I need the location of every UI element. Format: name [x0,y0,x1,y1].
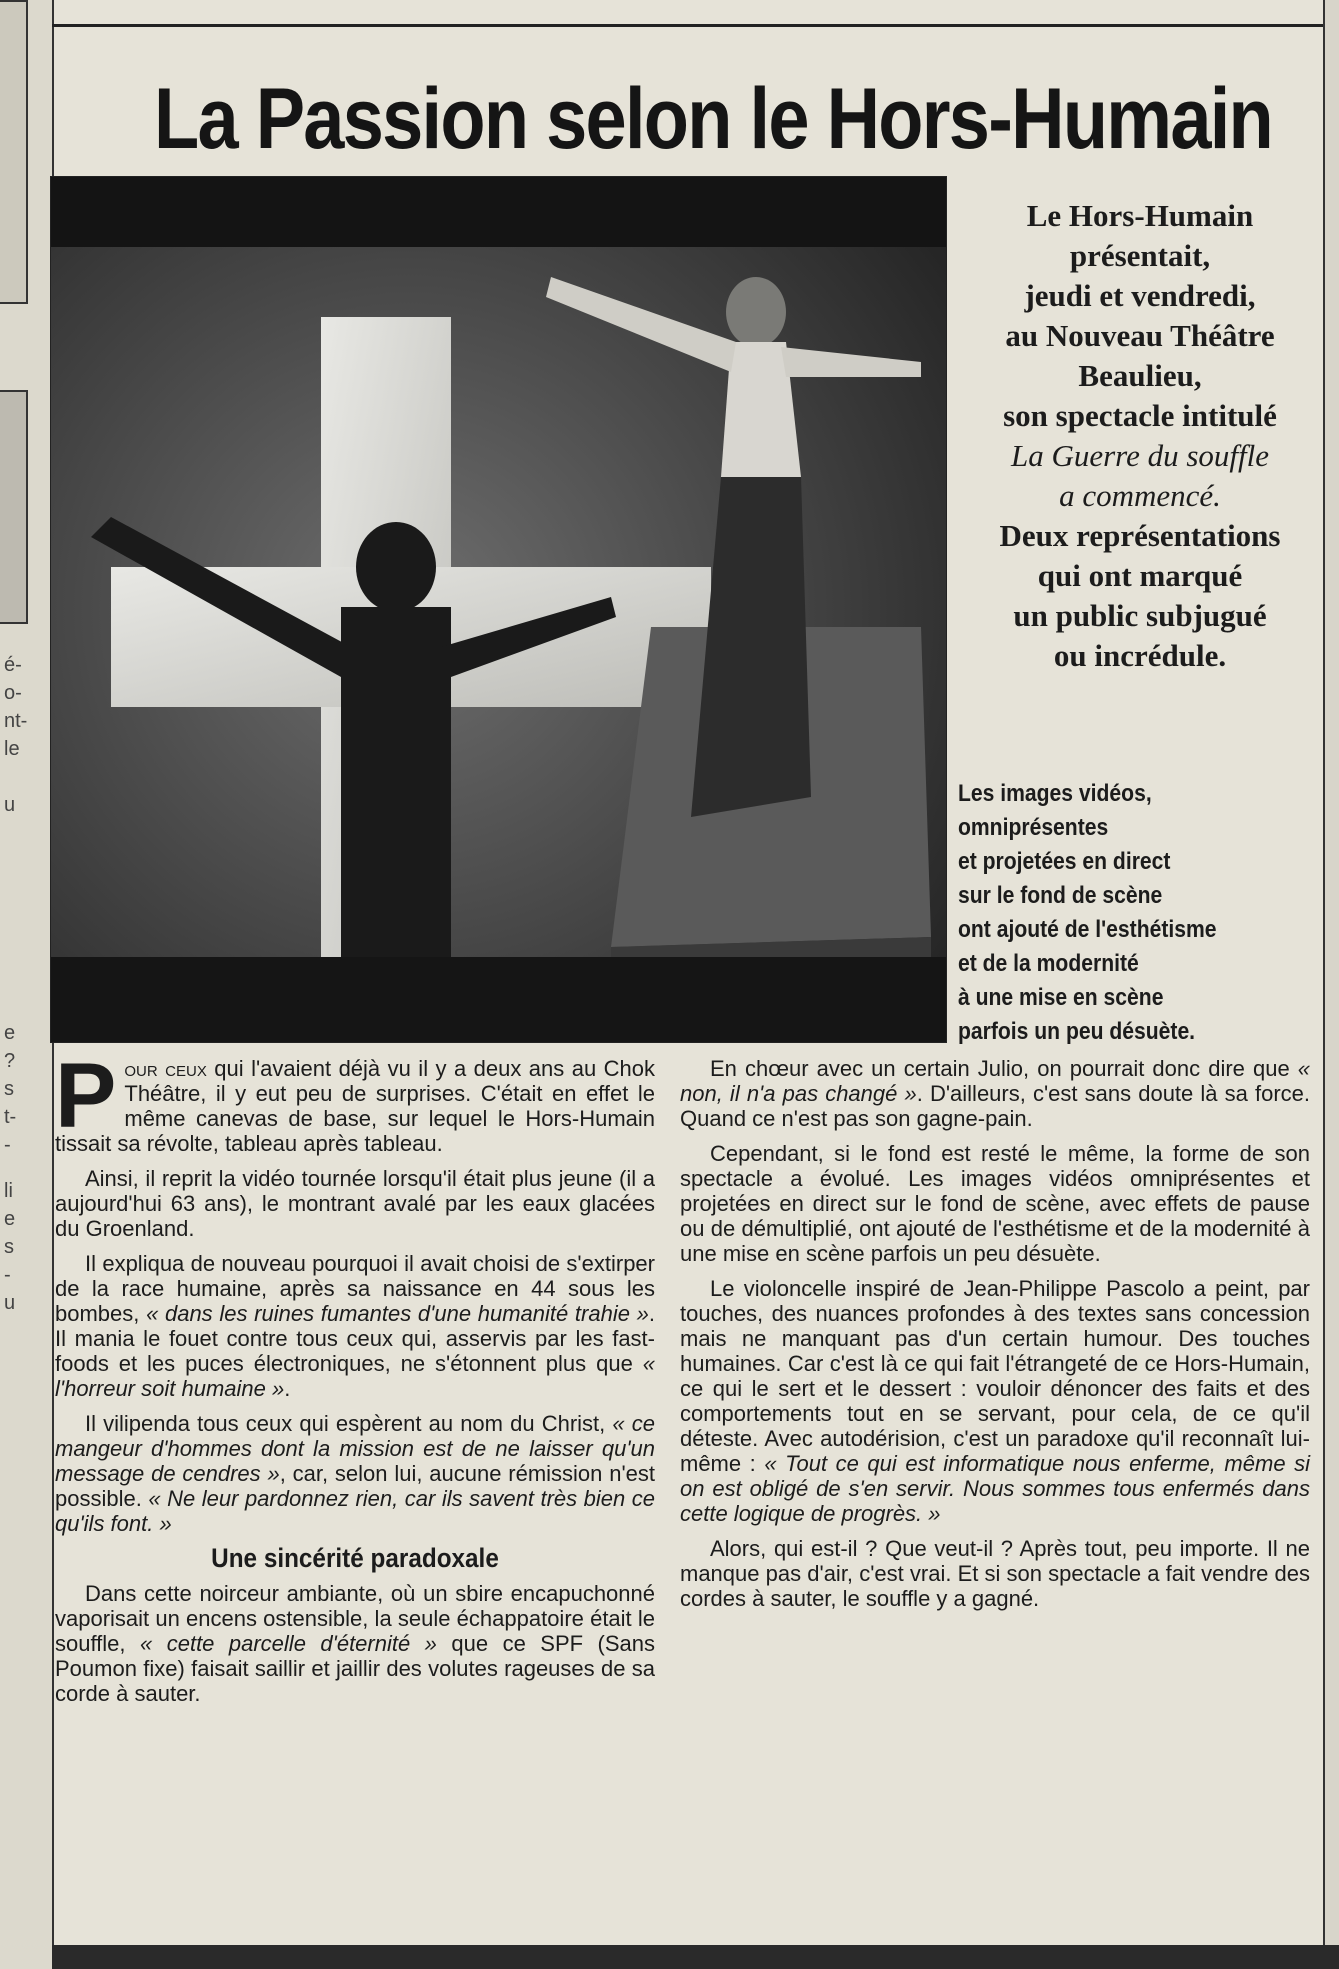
paragraph: Ainsi, il reprit la vidéo tournée lorsqu'il était plus jeune (il a aujourd'hui 63 ans), le montrant avalé par les eaux glacées du Groenland. [55,1166,655,1241]
adjacent-text-fragment: u [4,1292,16,1314]
lead-line: Le Hors-Humain [1026,198,1254,233]
lead-show-title: a commencé. [1059,478,1221,513]
quote: « cette parcelle d'éternité » [140,1631,437,1656]
adjacent-text-fragment: le [4,738,20,760]
paragraph [55,1581,655,1706]
quote: « dans les ruines fumantes d'une humanité trahie » [146,1301,649,1326]
lead-intro [955,196,1325,676]
lead-line: son spectacle intitulé [1003,398,1277,433]
headline: La Passion selon le Hors-Humain [154,71,1273,167]
lead-line: au Nouveau Théâtre [1005,318,1275,353]
paragraph-text: . Il mania le fouet contre tous ceux qui, asservis par les fast-foods et les puces électroniques, ne s'étonnent plus que [55,1301,655,1376]
lead-line: Beaulieu, [1078,358,1202,393]
paragraph-text: Dans cette noirceur ambiante, où un sbire encapuchonné vaporisait un encens ostensible, la seule échappatoire était le souffle, [55,1581,655,1656]
adjacent-text-fragment: li [4,1180,13,1202]
paragraph-text: que ce SPF (Sans Poumon fixe) faisait saillir et jaillir des volutes rageuses de sa corde à sauter. [55,1631,655,1706]
adjacent-page-edge-right [1323,0,1339,1969]
adjacent-page-edge [0,0,54,1969]
adjacent-text-fragment: s [4,1078,14,1100]
paragraph [55,1251,655,1401]
paragraph-text: Il vilipenda tous ceux qui espèrent au nom du Christ, [85,1411,613,1436]
paragraph-text: qui l'avaient déjà vu il y a deux ans au Chok Théâtre, il y eut peu de surprises. C'était en effet le même canevas de base, sur lequel le Hors-Humain tissait sa révolte, tableau après tableau. [55,1056,656,1156]
lead-line: Deux représentations [999,518,1281,553]
adjacent-text-fragment: - [4,1134,11,1156]
lead-line: qui ont marqué [1037,558,1243,593]
adjacent-ad-box [0,0,28,304]
bottom-edge-band [52,1945,1339,1969]
adjacent-ad-box [0,390,28,624]
paragraph: Alors, qui est-il ? Que veut-il ? Après tout, peu importe. Il ne manque pas d'air, c'est vrai. Et si son spectacle a fait vendre des cordes à sauter, le souffle y a gagné. [680,1536,1310,1611]
subheading: Une sincérité paradoxale [211,1543,499,1573]
top-rule [52,24,1339,27]
lead-line: ou incrédule. [1053,638,1227,673]
adjacent-text-fragment: é- [4,654,22,676]
quote: « non, il n'a pas changé » [680,1056,1310,1106]
adjacent-text-fragment: - [4,1264,11,1286]
paragraph-text: En chœur avec un certain Julio, on pourrait donc dire que [710,1056,1298,1081]
paragraph [680,1056,1310,1131]
drop-cap: P [55,1045,117,1147]
quote: « l'horreur soit humaine » [55,1351,655,1401]
adjacent-text-fragment: u [4,794,16,816]
paragraph [680,1276,1310,1526]
lead-show-title: La Guerre du souffle [1010,438,1270,473]
adjacent-text-fragment: t- [4,1106,17,1128]
adjacent-text-fragment: s [4,1236,14,1258]
paragraph-text: . [284,1376,291,1401]
stage-photo-illustration [51,177,946,1042]
paragraph-text: , car, selon lui, aucune rémission n'est possible. [55,1461,655,1511]
paragraph-text: Il expliqua de nouveau pourquoi il avait choisi de s'extirper de la race humaine, après sa naissance en 44 sous les bombes, [55,1251,655,1326]
adjacent-text-fragment: o- [4,682,22,704]
paragraph-text: . D'ailleurs, c'est sans doute là sa force. Quand ce n'est pas son gagne-pain. [680,1081,1310,1131]
quote: « Ne leur pardonnez rien, car ils savent très bien ce qu'ils font. » [55,1486,655,1536]
paragraph: Cependant, si le fond est resté le même, la forme de son spectacle a évolué. Les images vidéos omniprésentes et projetées en direct sur le fond de scène, avec effets de pause ou de démultiplié, ont ajouté de l'esthétisme et de la modernité à une mise en scène parfois un peu désuète. [680,1141,1310,1266]
article-column-right [680,1056,1310,1621]
adjacent-text-fragment: e [4,1208,16,1230]
stage-photo [50,176,947,1043]
quote: « Tout ce qui est informatique nous enferme, même si on est obligé de s'en servir. Nous sommes tous enfermés dans cette logique de progrès. » [680,1451,1310,1526]
lead-in-smallcaps: our ceux [124,1056,207,1081]
lead-line: un public subjugué [1013,598,1267,633]
paragraph [55,1411,655,1536]
adjacent-text-fragment: ? [4,1050,16,1072]
quote: « ce mangeur d'hommes dont la mission est de ne laisser qu'un message de cendres » [55,1411,655,1486]
lead-line: jeudi et vendredi, [1024,278,1256,313]
paragraph [55,1045,656,1156]
paragraph-text: Le violoncelle inspiré de Jean-Philippe Pascolo a peint, par touches, des nuances profondes à des textes sans concession mais ne manquant pas d'un certain humour. Des touches humaines. Car c'est là ce qui fait l'étrangeté de ce Hors-Humain, ce qui le sert et le dessert : vouloir dénoncer des faits et des comportements tout en se servant, pour cela, de ce qu'il déteste. Avec autodérision, c'est un paradoxe qu'il reconnaît lui-même : [680,1276,1310,1476]
adjacent-text-fragment: nt- [4,710,28,732]
photo-caption: Les images vidéos, omniprésentes et projetées en direct sur le fond de scène ont ajouté de l'esthétisme et de la modernité à une mise en scène parfois un peu désuète. [958,780,1217,1045]
article-column-left [55,1045,656,1716]
lead-line: présentait, [1069,238,1211,273]
adjacent-text-fragment: e [4,1022,16,1044]
